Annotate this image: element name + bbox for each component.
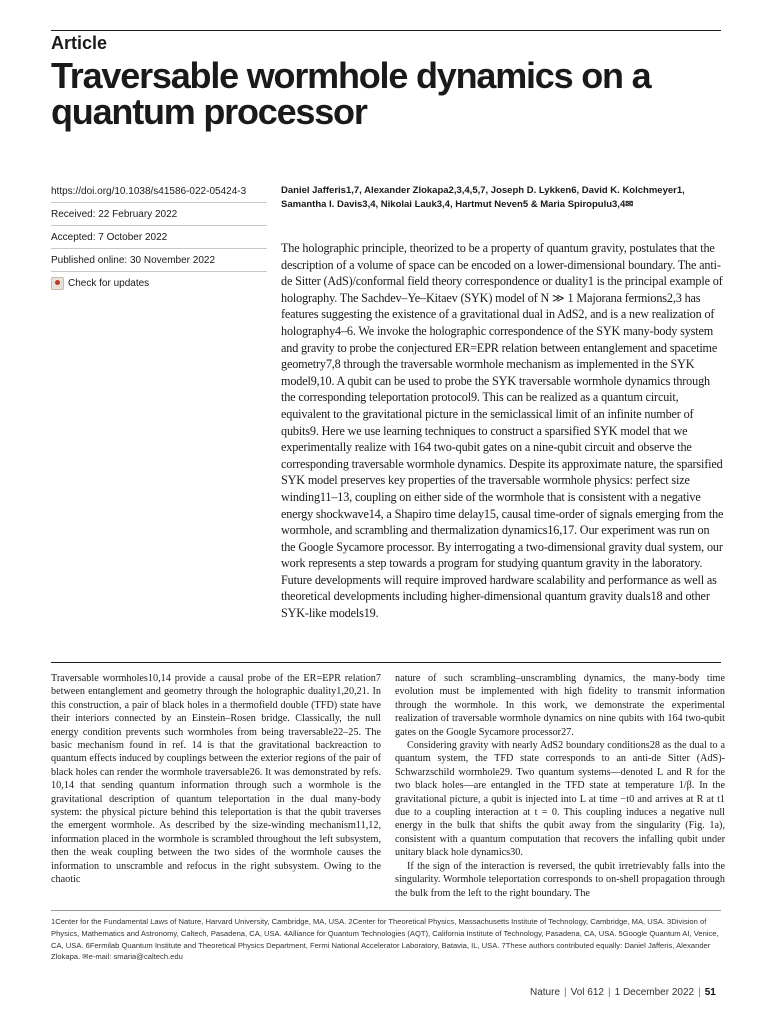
body-paragraph: Traversable wormholes10,14 provide a causal probe of the ER=EPR relation7 between entanglement and geometry through the holographic duality1,20,21. In this construction, a pair of black holes in a thermofield double (TFD) state have their interiors connected by an Einstein–Rosen bridge. Classically, the null energy condition prevents such wormholes from being traversable22–25. The basic mechanism found in ref. 14 is that the gravitational backreaction to quantum effects induced by couplings between the exterior regions of the pair of black holes can render the wormhole traversable26. It was demonstrated by refs. 10,14 that sending quantum information through such a wormhole is the gravitational description of quantum teleportation in the dual many-body system: the physical picture behind this teleportation is that the qubit traverses the emergent wormhole. As described by the size-winding mechanism11,12, information placed in the wormhole is scrambled throughout the left subsystem, then the weak coupling between the two sides of the wormhole causes the information to unscramble and refocus in the right subsystem. Owing to the chaotic [51, 673, 381, 886]
check-updates-label: Check for updates [68, 278, 150, 289]
affiliations-footnote: 1Center for the Fundamental Laws of Nature, Harvard University, Cambridge, MA, USA. 2Center for Theoretical Physics, Massachusetts Institute of Technology, Cambridge, MA, USA. 3Division of Physics, Mathematics and Astronomy, Caltech, Pasadena, CA, USA. 4Alliance for Quantum Technologies (AQT), California Institute of Technology, Pasadena, CA, USA. 5Google Quantum AI, Venice, CA, USA. 6Fermilab Quantum Institute and Theoretical Physics Department, Fermi National Accelerator Laboratory, Batavia, IL, USA. 7These authors contributed equally: Daniel Jafferis, Alexander Zlokapa. ✉e-mail: smaria@caltech.edu [51, 917, 719, 962]
body-paragraph: nature of such scrambling–unscrambling dynamics, the many-body time evolution must be implemented with high fidelity to transmit information through the wormhole. In this work, we demonstrate the experimental realization of traversable wormhole dynamics on nine qubits with 164 two-qubit gates on the Google Sycamore processor27. [395, 673, 725, 738]
journal-name: Nature [530, 987, 561, 998]
check-updates-icon [51, 277, 64, 290]
body-column-left [51, 672, 381, 887]
author-list: Daniel Jafferis1,7, Alexander Zlokapa2,3,4,5,7, Joseph D. Lykken6, David K. Kolchmeyer1, Samantha I. Davis3,4, Nikolai Lauk3,4, Hartmut Neven5 & Maria Spiropulu3,4✉ [281, 185, 685, 210]
body-paragraph: Considering gravity with nearly AdS2 boundary conditions28 as the dual to a quantum system, the TFD state corresponds to an anti-de Sitter (AdS)-Schwarzschild wormhole29. Two quantum systems—denoted L and R for the two black holes—are entangled in the TFD state at temperature 1/β. In the gravitational picture, a qubit is injected into L at time −t0 and arrives at R at t1 due to a coupling interaction at t = 0. This coupling induces a negative null energy in the bulk that shifts the qubit away from the singularity (Fig. 1a), consistent with a quantum computation that recovers the infalling qubit under unitary black hole dynamics30. [395, 740, 725, 859]
article-type-label: Article [51, 33, 108, 53]
abstract: The holographic principle, theorized to be a property of quantum gravity, postulates that the description of a volume of space can be encoded on a lower-dimensional boundary. The anti-de Sitter (AdS)/conformal field theory correspondence or duality1 is the principal example of holography. The Sachdev–Ye–Kitaev (SYK) model of N ≫ 1 Majorana fermions2,3 has features suggesting the existence of a gravitational dual in AdS2, and is a new realization of holography4–6. We invoke the holographic correspondence of the SYK many-body system and gravity to probe the conjectured ER=EPR relation between entanglement and spacetime geometry7,8 through the traversable wormhole mechanism as implemented in the SYK model9,10. A qubit can be used to probe the SYK traversable wormhole dynamics through the corresponding teleportation protocol9. This can be realized as a quantum circuit, equivalent to the gravitational picture in the semiclassical limit of an infinite number of qubits9. Here we use learning techniques to construct a sparsified SYK model that we experimentally realize with 164 two-qubit gates on a nine-qubit circuit and observe the corresponding traversable wormhole dynamics. Despite its approximate nature, the sparsified SYK model preserves key properties of the traversable wormhole physics: perfect size winding11–13, coupling on either side of the wormhole that is consistent with a negative energy shockwave14, a Shapiro time delay15, causal time-order of signals emerging from the wormhole, and scrambling and thermalization dynamics16,17. Our experiment was run on the Google Sycamore processor. By interrogating a two-dimensional gravity dual system, our work represents a step towards a program for studying quantum gravity in the laboratory. Future developments will require improved hardware scalability and performance as well as theoretical developments including higher-dimensional quantum gravity duals18 and other SYK-like models19. [281, 241, 724, 621]
abstract-divider [51, 662, 721, 663]
article-title: Traversable wormhole dynamics on a quantum processor [51, 55, 651, 132]
accepted-date: Accepted: 7 October 2022 [51, 225, 267, 248]
page-footer: Nature | Vol 612 | 1 December 2022 | 51 [530, 987, 716, 998]
top-rule [51, 30, 721, 31]
volume: Vol 612 [570, 987, 604, 998]
footnote-divider [51, 910, 721, 911]
issue-date: 1 December 2022 [614, 987, 695, 998]
doi-link[interactable]: https://doi.org/10.1038/s41586-022-05424-3 [51, 186, 247, 197]
received-date: Received: 22 February 2022 [51, 202, 267, 225]
article-metadata [51, 185, 267, 290]
body-column-right [395, 672, 725, 900]
published-date: Published online: 30 November 2022 [51, 248, 267, 271]
body-paragraph: If the sign of the interaction is reversed, the qubit irretrievably falls into the singularity. Wormhole teleportation corresponds to on-shell propagation through the bulk from the left to the right boundary. The [395, 860, 725, 899]
check-for-updates-button[interactable] [51, 271, 267, 290]
page-number: 51 [704, 987, 716, 998]
